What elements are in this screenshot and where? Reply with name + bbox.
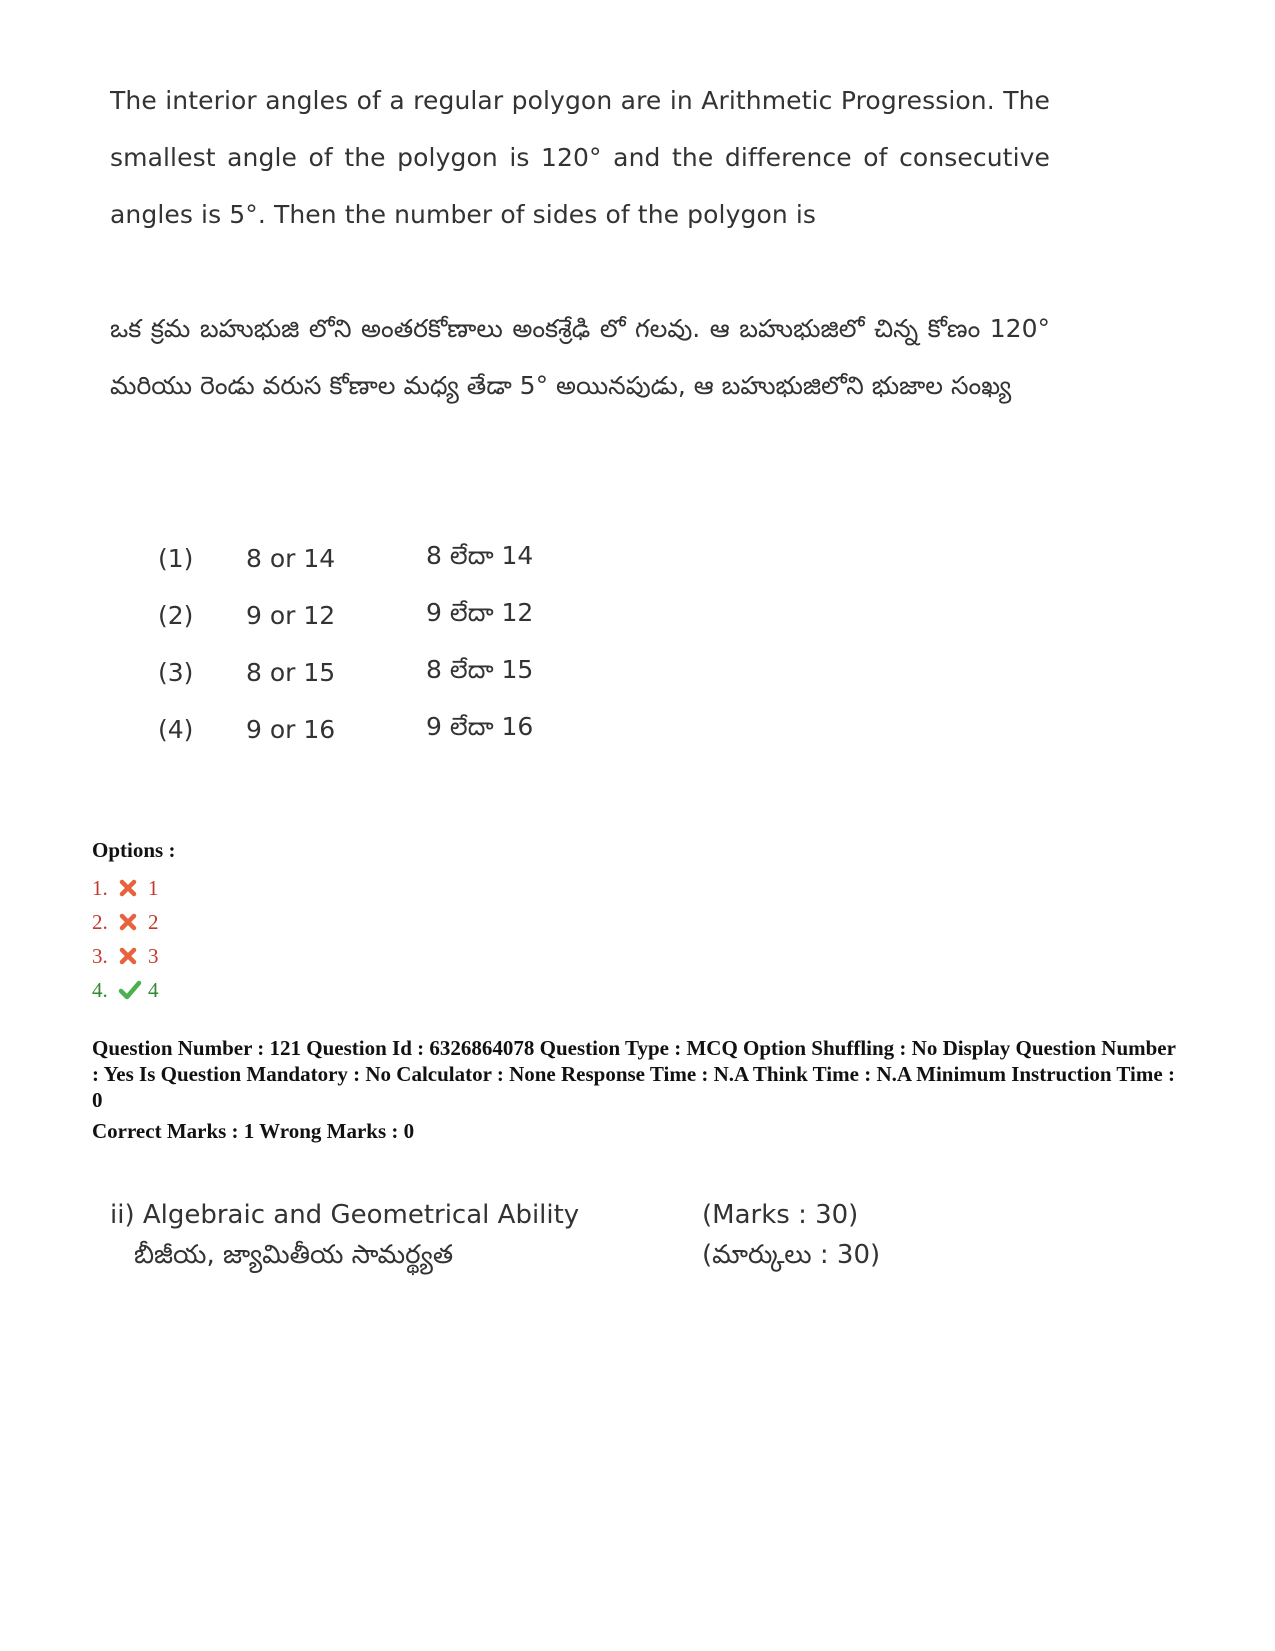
options-list: [92, 838, 175, 1007]
choice-row: [158, 587, 626, 644]
choice-row: [158, 701, 626, 758]
choice-english: 9 or 16: [246, 715, 336, 744]
option-item: [92, 973, 175, 1007]
option-item: [92, 871, 175, 905]
question-telugu: ఒక క్రమ బహుభుజి లోని అంతరకోణాలు అంకశ్రేఢి లో గలవు. ఆ బహుభుజిలో చిన్న కోణం 120° మరియు రెండు వరుస కోణాల మధ్య తేడా 5° అయినపుడు, ఆ బహుభుజిలోని భుజాల సంఖ్య: [110, 314, 1050, 400]
choice-english: 9 or 12: [246, 601, 336, 630]
choice-english: 8 or 14: [246, 544, 336, 573]
cross-icon: [118, 874, 142, 894]
question-text: [110, 72, 1050, 414]
option-number: 2.: [92, 910, 108, 934]
choice-number: (3): [158, 658, 194, 687]
marks-info: Correct Marks : 1 Wrong Marks : 0: [92, 1119, 415, 1143]
option-number: 1.: [92, 876, 108, 900]
option-value: 1: [148, 876, 159, 900]
option-value: 4: [148, 978, 159, 1002]
choice-row: [158, 530, 626, 587]
section-heading: [110, 1195, 880, 1275]
option-value: 2: [148, 910, 159, 934]
choice-english: 8 or 15: [246, 658, 336, 687]
option-number: 3.: [92, 944, 108, 968]
section-marks-english: (Marks : 30): [702, 1200, 859, 1230]
choice-number: (2): [158, 601, 194, 630]
choice-telugu: 9 లేదా 16: [426, 711, 534, 741]
section-title-telugu: బీజీయ, జ్యామితీయ సామర్థ్యత: [134, 1240, 454, 1270]
check-icon: [118, 976, 142, 996]
cross-icon: [118, 942, 142, 962]
answer-choices: [158, 530, 626, 758]
choice-telugu: 9 లేదా 12: [426, 597, 534, 627]
choice-telugu: 8 లేదా 15: [426, 654, 534, 684]
option-value: 3: [148, 944, 159, 968]
choice-number: (1): [158, 544, 194, 573]
option-item: [92, 939, 175, 973]
section-row-telugu: [110, 1235, 880, 1275]
question-meta: [92, 1035, 1182, 1144]
cross-icon: [118, 908, 142, 928]
option-item: [92, 905, 175, 939]
section-title-english: ii) Algebraic and Geometrical Ability: [110, 1200, 580, 1230]
section-row-english: [110, 1195, 880, 1235]
option-number: 4.: [92, 978, 108, 1002]
choice-telugu: 8 లేదా 14: [426, 540, 534, 570]
choice-number: (4): [158, 715, 194, 744]
question-details: Question Number : 121 Question Id : 6326864078 Question Type : MCQ Option Shuffling : No Display Question Number : Yes Is Question Mandatory : No Calculator : None Response Time : N.A Think Time : N.A Minimum Instruction Time : 0: [92, 1036, 1176, 1112]
options-title: Options :: [92, 838, 176, 862]
choice-row: [158, 644, 626, 701]
question-english: The interior angles of a regular polygon are in Arithmetic Progression. The smallest angle of the polygon is 120° and the difference of consecutive angles is 5°. Then the number of sides of the polygon is: [110, 86, 1050, 229]
section-marks-telugu: (మార్కులు : 30): [702, 1240, 881, 1270]
